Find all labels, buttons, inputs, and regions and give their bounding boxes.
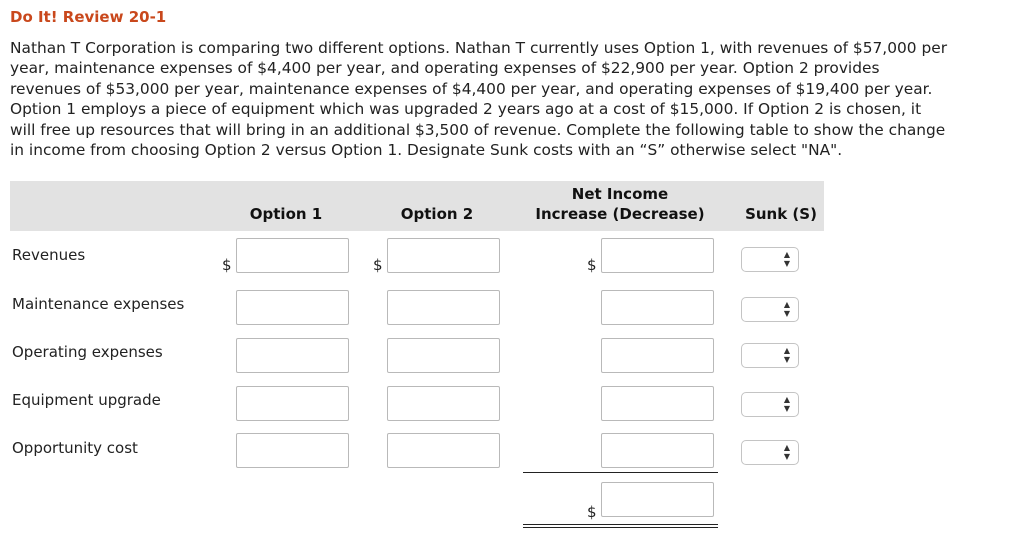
problem-line: in income from choosing Option 2 versus Option 1. Designate Sunk costs with an “S” otherwise select "NA". — [10, 141, 843, 160]
up-down-arrows-icon: ▲ ▼ — [783, 250, 790, 268]
opportunity-sunk-select[interactable] — [741, 440, 799, 465]
row-label-revenues: Revenues — [12, 246, 86, 264]
total-net-income-input[interactable] — [601, 482, 714, 517]
up-down-arrows-icon: ▲ ▼ — [783, 395, 790, 413]
opportunity-option1-input[interactable] — [236, 433, 349, 468]
maintenance-option2-input[interactable] — [387, 290, 500, 325]
problem-text — [10, 38, 1018, 160]
problem-line: Nathan T Corporation is comparing two different options. Nathan T currently uses Option 1, with revenues of $57,000 per — [10, 39, 948, 57]
opportunity-net-income-input[interactable] — [601, 433, 714, 468]
opportunity-option2-input[interactable] — [387, 433, 500, 468]
header-net-income: Net Income — [571, 185, 669, 203]
operating-net-income-input[interactable] — [601, 338, 714, 373]
equipment-option1-input[interactable] — [236, 386, 349, 421]
row-label-maintenance: Maintenance expenses — [12, 295, 185, 313]
equipment-sunk-select[interactable] — [741, 392, 799, 417]
header-option-1: Option 1 — [249, 205, 323, 223]
maintenance-net-income-input[interactable] — [601, 290, 714, 325]
problem-line: revenues of $53,000 per year, maintenance expenses of $4,400 per year, and operating expenses of $19,400 per year. — [10, 79, 933, 98]
up-down-arrows-icon: ▲ ▼ — [783, 300, 790, 318]
problem-title: Do It! Review 20-1 — [10, 8, 167, 26]
equipment-net-income-input[interactable] — [601, 386, 714, 421]
equipment-option2-input[interactable] — [387, 386, 500, 421]
problem-line: year, maintenance expenses of $4,400 per year, and operating expenses of $22,900 per year. Option 2 provides — [10, 59, 880, 78]
header-increase-decrease: Increase (Decrease) — [535, 205, 705, 223]
up-down-arrows-icon: ▲ ▼ — [783, 443, 790, 461]
header-sunk: Sunk (S) — [745, 205, 817, 223]
total-rule — [523, 472, 718, 473]
row-label-operating: Operating expenses — [12, 343, 163, 361]
operating-option2-input[interactable] — [387, 338, 500, 373]
double-rule-bottom — [523, 527, 718, 528]
revenues-net-income-input[interactable] — [601, 238, 714, 273]
operating-sunk-select[interactable] — [741, 343, 799, 368]
row-label-equipment: Equipment upgrade — [12, 391, 161, 409]
dollar-sign: $ — [222, 256, 232, 274]
dollar-sign: $ — [587, 256, 597, 274]
row-label-opportunity: Opportunity cost — [12, 439, 138, 457]
double-rule-top — [523, 524, 718, 525]
header-option-2: Option 2 — [400, 205, 474, 223]
operating-option1-input[interactable] — [236, 338, 349, 373]
maintenance-sunk-select[interactable] — [741, 297, 799, 322]
revenues-option2-input[interactable] — [387, 238, 500, 273]
problem-line: will free up resources that will bring in an additional $3,500 of revenue. Complete the following table to show the change — [10, 120, 946, 139]
maintenance-option1-input[interactable] — [236, 290, 349, 325]
dollar-sign: $ — [373, 256, 383, 274]
up-down-arrows-icon: ▲ ▼ — [783, 346, 790, 364]
revenues-option1-input[interactable] — [236, 238, 349, 273]
problem-line: Option 1 employs a piece of equipment which was upgraded 2 years ago at a cost of $15,000. If Option 2 is chosen, it — [10, 100, 922, 119]
revenues-sunk-select[interactable] — [741, 247, 799, 272]
dollar-sign: $ — [587, 503, 597, 521]
